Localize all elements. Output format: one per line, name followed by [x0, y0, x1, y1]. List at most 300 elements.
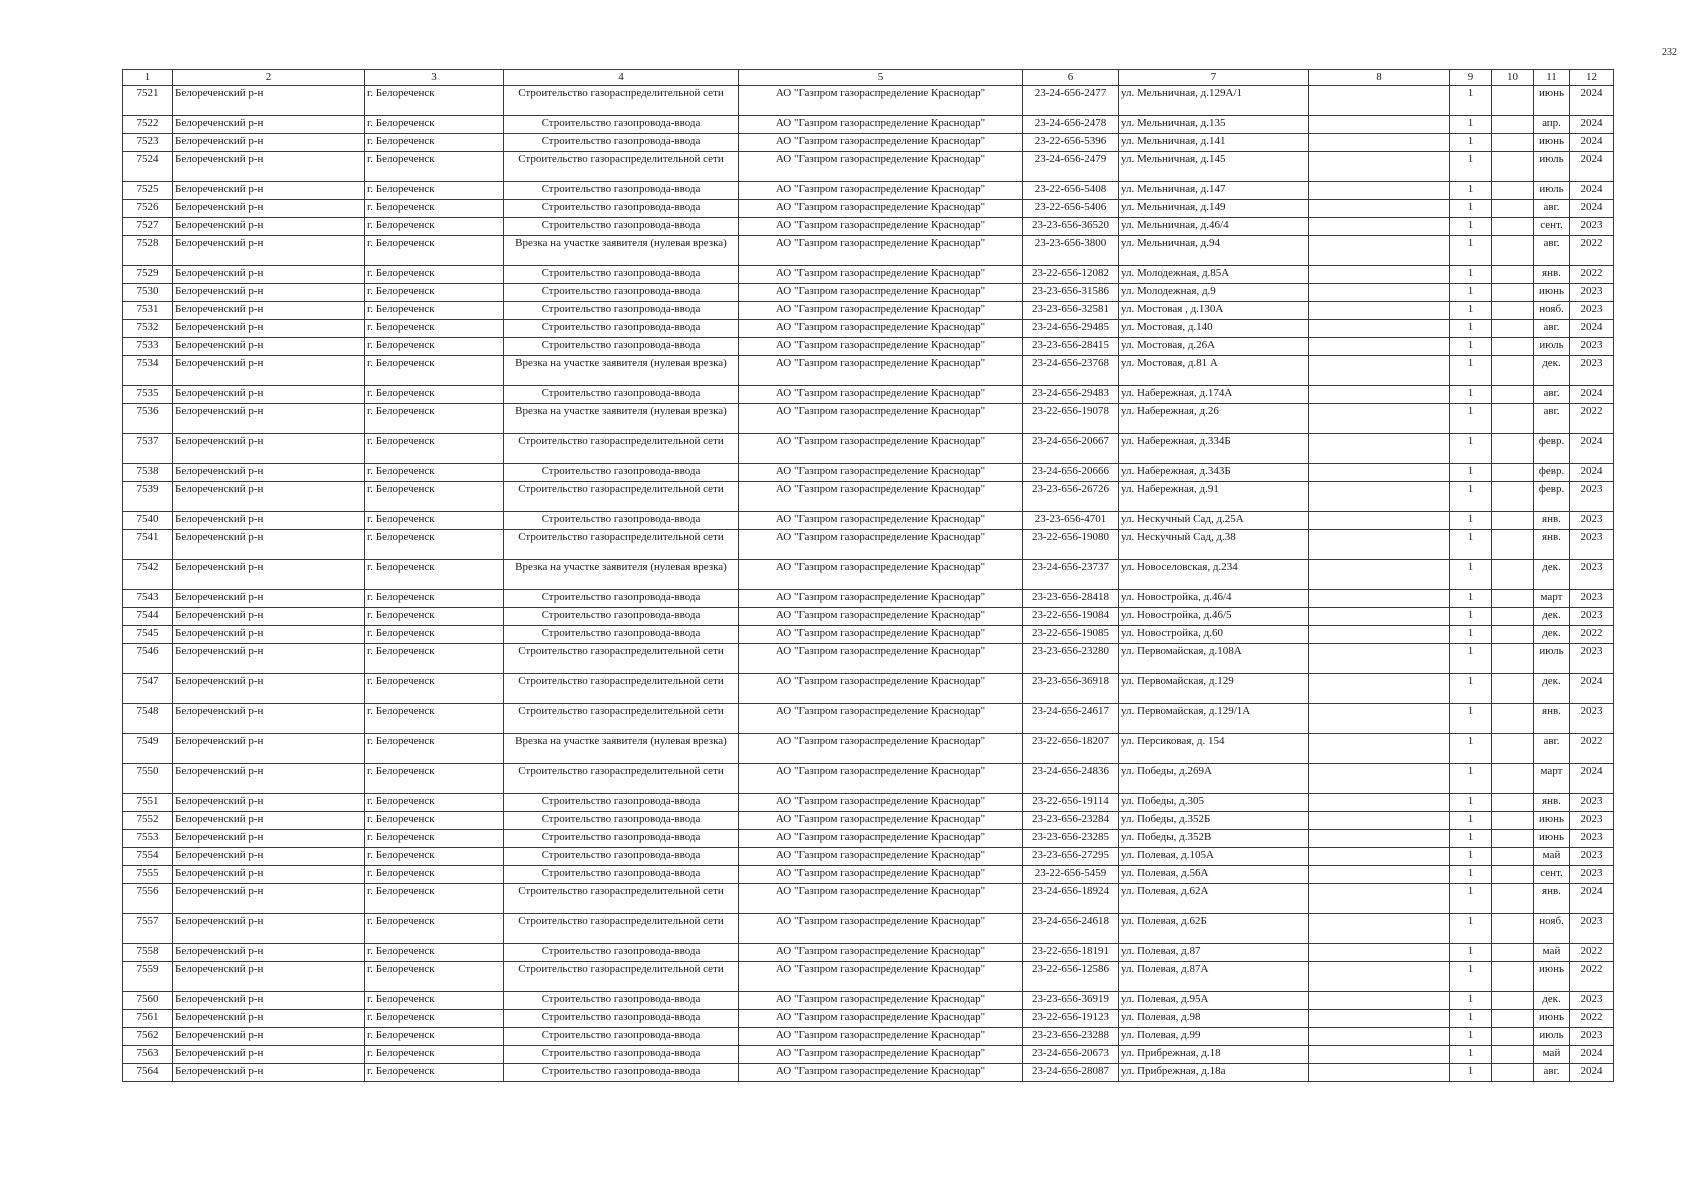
address-cell: ул. Победы, д.352В — [1119, 830, 1309, 848]
column-10-cell — [1492, 914, 1534, 944]
row-number: 7537 — [123, 434, 173, 464]
column-8-cell — [1309, 512, 1450, 530]
city-cell: г. Белореченск — [365, 812, 504, 830]
address-cell: ул. Мельничная, д.46/4 — [1119, 218, 1309, 236]
row-number: 7555 — [123, 866, 173, 884]
city-cell: г. Белореченск — [365, 320, 504, 338]
row-number: 7531 — [123, 302, 173, 320]
address-cell: ул. Набережная, д.343Б — [1119, 464, 1309, 482]
column-header: 8 — [1309, 70, 1450, 86]
address-cell: ул. Полевая, д.99 — [1119, 1028, 1309, 1046]
district-cell: Белореченский р-н — [173, 944, 365, 962]
work-type-cell: Строительство газопровода-ввода — [504, 944, 739, 962]
year-cell: 2022 — [1570, 236, 1614, 266]
column-header: 6 — [1023, 70, 1119, 86]
column-8-cell — [1309, 830, 1450, 848]
work-type-cell: Строительство газопровода-ввода — [504, 866, 739, 884]
organization-cell: АО "Газпром газораспределение Краснодар" — [739, 512, 1023, 530]
column-8-cell — [1309, 644, 1450, 674]
city-cell: г. Белореченск — [365, 590, 504, 608]
organization-cell: АО "Газпром газораспределение Краснодар" — [739, 302, 1023, 320]
column-10-cell — [1492, 830, 1534, 848]
district-cell: Белореченский р-н — [173, 266, 365, 284]
address-cell: ул. Прибрежная, д.18 — [1119, 1046, 1309, 1064]
month-cell: апр. — [1534, 116, 1570, 134]
application-code-cell: 23-23-656-23288 — [1023, 1028, 1119, 1046]
address-cell: ул. Первомайская, д.129 — [1119, 674, 1309, 704]
city-cell: г. Белореченск — [365, 1010, 504, 1028]
month-cell: сент. — [1534, 218, 1570, 236]
work-type-cell: Строительство газораспределительной сети — [504, 644, 739, 674]
quantity-cell: 1 — [1450, 962, 1492, 992]
work-type-cell: Строительство газопровода-ввода — [504, 626, 739, 644]
work-type-cell: Строительство газораспределительной сети — [504, 674, 739, 704]
city-cell: г. Белореченск — [365, 674, 504, 704]
column-8-cell — [1309, 1010, 1450, 1028]
address-cell: ул. Победы, д.352Б — [1119, 812, 1309, 830]
column-10-cell — [1492, 884, 1534, 914]
year-cell: 2024 — [1570, 434, 1614, 464]
year-cell: 2024 — [1570, 386, 1614, 404]
work-type-cell: Строительство газопровода-ввода — [504, 1046, 739, 1064]
year-cell: 2024 — [1570, 320, 1614, 338]
district-cell: Белореченский р-н — [173, 1028, 365, 1046]
quantity-cell: 1 — [1450, 1010, 1492, 1028]
organization-cell: АО "Газпром газораспределение Краснодар" — [739, 1028, 1023, 1046]
column-8-cell — [1309, 812, 1450, 830]
district-cell: Белореченский р-н — [173, 530, 365, 560]
district-cell: Белореченский р-н — [173, 734, 365, 764]
organization-cell: АО "Газпром газораспределение Краснодар" — [739, 830, 1023, 848]
city-cell: г. Белореченск — [365, 848, 504, 866]
table-row — [123, 404, 1614, 434]
month-cell: июль — [1534, 182, 1570, 200]
table-row — [123, 302, 1614, 320]
row-number: 7523 — [123, 134, 173, 152]
city-cell: г. Белореченск — [365, 1064, 504, 1082]
application-code-cell: 23-24-656-29485 — [1023, 320, 1119, 338]
organization-cell: АО "Газпром газораспределение Краснодар" — [739, 218, 1023, 236]
quantity-cell: 1 — [1450, 266, 1492, 284]
table-row — [123, 236, 1614, 266]
application-code-cell: 23-24-656-2479 — [1023, 152, 1119, 182]
organization-cell: АО "Газпром газораспределение Краснодар" — [739, 200, 1023, 218]
application-code-cell: 23-22-656-5406 — [1023, 200, 1119, 218]
row-number: 7551 — [123, 794, 173, 812]
organization-cell: АО "Газпром газораспределение Краснодар" — [739, 434, 1023, 464]
city-cell: г. Белореченск — [365, 284, 504, 302]
city-cell: г. Белореченск — [365, 512, 504, 530]
address-cell: ул. Набережная, д.334Б — [1119, 434, 1309, 464]
address-cell: ул. Победы, д.305 — [1119, 794, 1309, 812]
month-cell: янв. — [1534, 512, 1570, 530]
table-row — [123, 512, 1614, 530]
organization-cell: АО "Газпром газораспределение Краснодар" — [739, 992, 1023, 1010]
application-code-cell: 23-22-656-19123 — [1023, 1010, 1119, 1028]
work-type-cell: Врезка на участке заявителя (нулевая врезка) — [504, 560, 739, 590]
application-code-cell: 23-23-656-28418 — [1023, 590, 1119, 608]
year-cell: 2023 — [1570, 794, 1614, 812]
month-cell: дек. — [1534, 608, 1570, 626]
column-8-cell — [1309, 794, 1450, 812]
column-10-cell — [1492, 644, 1534, 674]
quantity-cell: 1 — [1450, 482, 1492, 512]
organization-cell: АО "Газпром газораспределение Краснодар" — [739, 356, 1023, 386]
column-8-cell — [1309, 218, 1450, 236]
district-cell: Белореченский р-н — [173, 512, 365, 530]
organization-cell: АО "Газпром газораспределение Краснодар" — [739, 266, 1023, 284]
work-type-cell: Строительство газораспределительной сети — [504, 530, 739, 560]
district-cell: Белореченский р-н — [173, 674, 365, 704]
column-10-cell — [1492, 404, 1534, 434]
organization-cell: АО "Газпром газораспределение Краснодар" — [739, 320, 1023, 338]
address-cell: ул. Новостройка, д.46/4 — [1119, 590, 1309, 608]
city-cell: г. Белореченск — [365, 200, 504, 218]
column-8-cell — [1309, 116, 1450, 134]
city-cell: г. Белореченск — [365, 884, 504, 914]
column-10-cell — [1492, 866, 1534, 884]
month-cell: авг. — [1534, 236, 1570, 266]
row-number: 7559 — [123, 962, 173, 992]
work-type-cell: Строительство газораспределительной сети — [504, 884, 739, 914]
year-cell: 2023 — [1570, 830, 1614, 848]
column-8-cell — [1309, 1028, 1450, 1046]
page-number: 232 — [1662, 47, 1677, 58]
work-type-cell: Строительство газораспределительной сети — [504, 764, 739, 794]
city-cell: г. Белореченск — [365, 404, 504, 434]
work-type-cell: Строительство газопровода-ввода — [504, 992, 739, 1010]
work-type-cell: Строительство газораспределительной сети — [504, 86, 739, 116]
organization-cell: АО "Газпром газораспределение Краснодар" — [739, 590, 1023, 608]
organization-cell: АО "Газпром газораспределение Краснодар" — [739, 1046, 1023, 1064]
row-number: 7542 — [123, 560, 173, 590]
year-cell: 2024 — [1570, 134, 1614, 152]
district-cell: Белореченский р-н — [173, 884, 365, 914]
quantity-cell: 1 — [1450, 134, 1492, 152]
city-cell: г. Белореченск — [365, 482, 504, 512]
quantity-cell: 1 — [1450, 992, 1492, 1010]
row-number: 7545 — [123, 626, 173, 644]
column-10-cell — [1492, 386, 1534, 404]
quantity-cell: 1 — [1450, 848, 1492, 866]
row-number: 7540 — [123, 512, 173, 530]
month-cell: март — [1534, 590, 1570, 608]
row-number: 7548 — [123, 704, 173, 734]
address-cell: ул. Новоселовская, д.234 — [1119, 560, 1309, 590]
row-number: 7533 — [123, 338, 173, 356]
city-cell: г. Белореченск — [365, 626, 504, 644]
column-8-cell — [1309, 182, 1450, 200]
column-header: 12 — [1570, 70, 1614, 86]
quantity-cell: 1 — [1450, 320, 1492, 338]
application-code-cell: 23-22-656-12586 — [1023, 962, 1119, 992]
application-code-cell: 23-22-656-5396 — [1023, 134, 1119, 152]
table-row — [123, 794, 1614, 812]
row-number: 7524 — [123, 152, 173, 182]
work-type-cell: Строительство газораспределительной сети — [504, 962, 739, 992]
year-cell: 2023 — [1570, 1028, 1614, 1046]
organization-cell: АО "Газпром газораспределение Краснодар" — [739, 152, 1023, 182]
row-number: 7526 — [123, 200, 173, 218]
column-10-cell — [1492, 626, 1534, 644]
column-header: 10 — [1492, 70, 1534, 86]
organization-cell: АО "Газпром газораспределение Краснодар" — [739, 116, 1023, 134]
year-cell: 2023 — [1570, 482, 1614, 512]
column-8-cell — [1309, 152, 1450, 182]
work-type-cell: Строительство газопровода-ввода — [504, 812, 739, 830]
column-8-cell — [1309, 86, 1450, 116]
table-row — [123, 86, 1614, 116]
address-cell: ул. Полевая, д.87А — [1119, 962, 1309, 992]
city-cell: г. Белореченск — [365, 266, 504, 284]
row-number: 7562 — [123, 1028, 173, 1046]
year-cell: 2023 — [1570, 590, 1614, 608]
work-type-cell: Строительство газопровода-ввода — [504, 830, 739, 848]
application-code-cell: 23-22-656-19080 — [1023, 530, 1119, 560]
organization-cell: АО "Газпром газораспределение Краснодар" — [739, 794, 1023, 812]
application-code-cell: 23-22-656-12082 — [1023, 266, 1119, 284]
address-cell: ул. Полевая, д.87 — [1119, 944, 1309, 962]
column-10-cell — [1492, 302, 1534, 320]
table-row — [123, 134, 1614, 152]
year-cell: 2024 — [1570, 152, 1614, 182]
table-row — [123, 914, 1614, 944]
table-row — [123, 866, 1614, 884]
quantity-cell: 1 — [1450, 86, 1492, 116]
quantity-cell: 1 — [1450, 644, 1492, 674]
district-cell: Белореченский р-н — [173, 626, 365, 644]
month-cell: янв. — [1534, 794, 1570, 812]
column-8-cell — [1309, 866, 1450, 884]
table-row — [123, 734, 1614, 764]
quantity-cell: 1 — [1450, 218, 1492, 236]
work-type-cell: Строительство газопровода-ввода — [504, 200, 739, 218]
month-cell: нояб. — [1534, 914, 1570, 944]
column-8-cell — [1309, 626, 1450, 644]
month-cell: авг. — [1534, 386, 1570, 404]
organization-cell: АО "Газпром газораспределение Краснодар" — [739, 236, 1023, 266]
column-8-cell — [1309, 338, 1450, 356]
address-cell: ул. Персиковая, д. 154 — [1119, 734, 1309, 764]
organization-cell: АО "Газпром газораспределение Краснодар" — [739, 944, 1023, 962]
address-cell: ул. Нескучный Сад, д.38 — [1119, 530, 1309, 560]
quantity-cell: 1 — [1450, 404, 1492, 434]
column-8-cell — [1309, 1046, 1450, 1064]
year-cell: 2024 — [1570, 464, 1614, 482]
month-cell: июль — [1534, 152, 1570, 182]
city-cell: г. Белореченск — [365, 218, 504, 236]
month-cell: авг. — [1534, 404, 1570, 434]
district-cell: Белореченский р-н — [173, 1064, 365, 1082]
work-type-cell: Строительство газопровода-ввода — [504, 794, 739, 812]
address-cell: ул. Прибрежная, д.18а — [1119, 1064, 1309, 1082]
month-cell: июль — [1534, 1028, 1570, 1046]
row-number: 7546 — [123, 644, 173, 674]
column-10-cell — [1492, 1064, 1534, 1082]
address-cell: ул. Мельничная, д.141 — [1119, 134, 1309, 152]
column-10-cell — [1492, 590, 1534, 608]
table-row — [123, 182, 1614, 200]
application-code-cell: 23-22-656-5459 — [1023, 866, 1119, 884]
year-cell: 2024 — [1570, 116, 1614, 134]
year-cell: 2023 — [1570, 644, 1614, 674]
column-10-cell — [1492, 284, 1534, 302]
column-10-cell — [1492, 1028, 1534, 1046]
organization-cell: АО "Газпром газораспределение Краснодар" — [739, 530, 1023, 560]
application-code-cell: 23-24-656-20667 — [1023, 434, 1119, 464]
application-code-cell: 23-22-656-19084 — [1023, 608, 1119, 626]
quantity-cell: 1 — [1450, 944, 1492, 962]
address-cell: ул. Набережная, д.91 — [1119, 482, 1309, 512]
quantity-cell: 1 — [1450, 704, 1492, 734]
organization-cell: АО "Газпром газораспределение Краснодар" — [739, 962, 1023, 992]
application-code-cell: 23-24-656-24836 — [1023, 764, 1119, 794]
column-10-cell — [1492, 794, 1534, 812]
column-10-cell — [1492, 734, 1534, 764]
quantity-cell: 1 — [1450, 560, 1492, 590]
month-cell: июнь — [1534, 962, 1570, 992]
table-row — [123, 218, 1614, 236]
year-cell: 2022 — [1570, 1010, 1614, 1028]
district-cell: Белореченский р-н — [173, 992, 365, 1010]
work-type-cell: Строительство газопровода-ввода — [504, 116, 739, 134]
row-number: 7549 — [123, 734, 173, 764]
organization-cell: АО "Газпром газораспределение Краснодар" — [739, 734, 1023, 764]
column-8-cell — [1309, 266, 1450, 284]
work-type-cell: Врезка на участке заявителя (нулевая врезка) — [504, 734, 739, 764]
city-cell: г. Белореченск — [365, 962, 504, 992]
table-row — [123, 884, 1614, 914]
column-8-cell — [1309, 764, 1450, 794]
column-10-cell — [1492, 356, 1534, 386]
organization-cell: АО "Газпром газораспределение Краснодар" — [739, 404, 1023, 434]
city-cell: г. Белореченск — [365, 86, 504, 116]
city-cell: г. Белореченск — [365, 338, 504, 356]
work-type-cell: Строительство газопровода-ввода — [504, 266, 739, 284]
row-number: 7538 — [123, 464, 173, 482]
year-cell: 2023 — [1570, 914, 1614, 944]
work-type-cell: Строительство газопровода-ввода — [504, 386, 739, 404]
year-cell: 2023 — [1570, 218, 1614, 236]
row-number: 7528 — [123, 236, 173, 266]
column-8-cell — [1309, 992, 1450, 1010]
column-header: 5 — [739, 70, 1023, 86]
table-row — [123, 1064, 1614, 1082]
column-8-cell — [1309, 356, 1450, 386]
column-10-cell — [1492, 848, 1534, 866]
row-number: 7521 — [123, 86, 173, 116]
table-row — [123, 530, 1614, 560]
work-type-cell: Строительство газопровода-ввода — [504, 182, 739, 200]
application-code-cell: 23-24-656-24617 — [1023, 704, 1119, 734]
column-10-cell — [1492, 338, 1534, 356]
work-type-cell: Строительство газораспределительной сети — [504, 152, 739, 182]
work-type-cell: Строительство газопровода-ввода — [504, 608, 739, 626]
address-cell: ул. Мельничная, д.147 — [1119, 182, 1309, 200]
address-cell: ул. Мельничная, д.94 — [1119, 236, 1309, 266]
city-cell: г. Белореченск — [365, 302, 504, 320]
year-cell: 2022 — [1570, 404, 1614, 434]
district-cell: Белореченский р-н — [173, 608, 365, 626]
row-number: 7522 — [123, 116, 173, 134]
month-cell: дек. — [1534, 560, 1570, 590]
city-cell: г. Белореченск — [365, 1046, 504, 1064]
application-code-cell: 23-24-656-24618 — [1023, 914, 1119, 944]
column-8-cell — [1309, 608, 1450, 626]
organization-cell: АО "Газпром газораспределение Краснодар" — [739, 884, 1023, 914]
column-header: 11 — [1534, 70, 1570, 86]
address-cell: ул. Набережная, д.26 — [1119, 404, 1309, 434]
quantity-cell: 1 — [1450, 794, 1492, 812]
year-cell: 2024 — [1570, 86, 1614, 116]
column-8-cell — [1309, 674, 1450, 704]
application-code-cell: 23-23-656-4701 — [1023, 512, 1119, 530]
table-row — [123, 386, 1614, 404]
column-header: 9 — [1450, 70, 1492, 86]
row-number: 7532 — [123, 320, 173, 338]
column-header: 2 — [173, 70, 365, 86]
address-cell: ул. Новостройка, д.60 — [1119, 626, 1309, 644]
column-8-cell — [1309, 386, 1450, 404]
month-cell: янв. — [1534, 266, 1570, 284]
table-row — [123, 356, 1614, 386]
table-row — [123, 944, 1614, 962]
work-type-cell: Строительство газопровода-ввода — [504, 848, 739, 866]
column-10-cell — [1492, 560, 1534, 590]
district-cell: Белореченский р-н — [173, 218, 365, 236]
column-8-cell — [1309, 590, 1450, 608]
table-row — [123, 434, 1614, 464]
city-cell: г. Белореченск — [365, 386, 504, 404]
work-type-cell: Строительство газопровода-ввода — [504, 1010, 739, 1028]
district-cell: Белореченский р-н — [173, 644, 365, 674]
month-cell: авг. — [1534, 320, 1570, 338]
application-code-cell: 23-23-656-27295 — [1023, 848, 1119, 866]
address-cell: ул. Мостовая, д.81 А — [1119, 356, 1309, 386]
month-cell: июнь — [1534, 86, 1570, 116]
quantity-cell: 1 — [1450, 608, 1492, 626]
address-cell: ул. Нескучный Сад, д.25А — [1119, 512, 1309, 530]
table-row — [123, 608, 1614, 626]
column-10-cell — [1492, 320, 1534, 338]
district-cell: Белореченский р-н — [173, 866, 365, 884]
address-cell: ул. Первомайская, д.129/1А — [1119, 704, 1309, 734]
address-cell: ул. Мельничная, д.135 — [1119, 116, 1309, 134]
district-cell: Белореченский р-н — [173, 356, 365, 386]
application-code-cell: 23-24-656-23737 — [1023, 560, 1119, 590]
column-8-cell — [1309, 560, 1450, 590]
address-cell: ул. Мельничная, д.129А/1 — [1119, 86, 1309, 116]
column-8-cell — [1309, 464, 1450, 482]
row-number: 7530 — [123, 284, 173, 302]
address-cell: ул. Мостовая, д.140 — [1119, 320, 1309, 338]
row-number: 7547 — [123, 674, 173, 704]
month-cell: июнь — [1534, 830, 1570, 848]
column-8-cell — [1309, 200, 1450, 218]
address-cell: ул. Победы, д.269А — [1119, 764, 1309, 794]
work-type-cell: Врезка на участке заявителя (нулевая врезка) — [504, 356, 739, 386]
address-cell: ул. Полевая, д.95А — [1119, 992, 1309, 1010]
row-number: 7557 — [123, 914, 173, 944]
district-cell: Белореченский р-н — [173, 704, 365, 734]
row-number: 7529 — [123, 266, 173, 284]
table-row — [123, 848, 1614, 866]
application-code-cell: 23-24-656-20666 — [1023, 464, 1119, 482]
column-8-cell — [1309, 962, 1450, 992]
district-cell: Белореченский р-н — [173, 134, 365, 152]
column-8-cell — [1309, 284, 1450, 302]
year-cell: 2022 — [1570, 734, 1614, 764]
